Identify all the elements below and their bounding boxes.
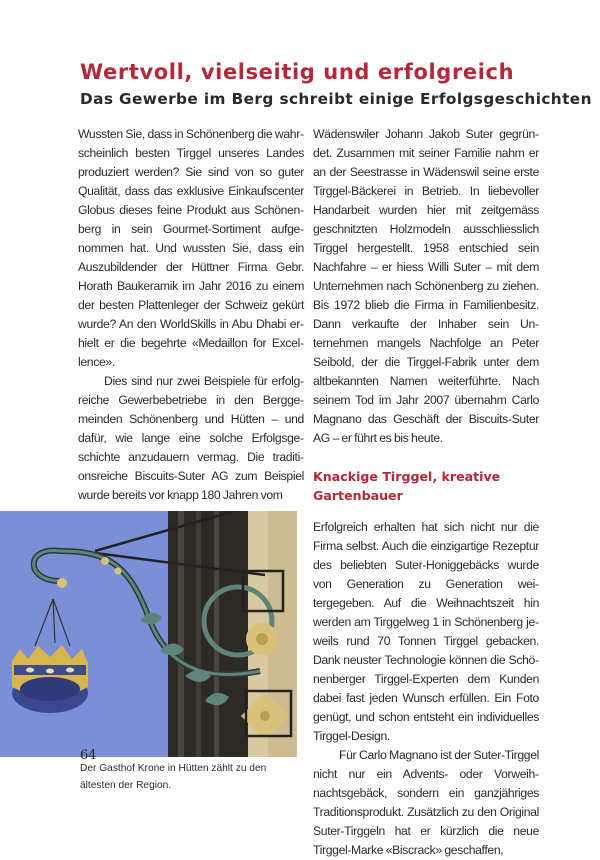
door-panel: [178, 511, 184, 757]
gold-leaf: [115, 568, 122, 575]
section-subheading: Knackige Tirggel, kreative Gartenbauer: [313, 469, 501, 503]
crown-jewel: [66, 668, 74, 673]
gold-flower: [57, 578, 67, 588]
paragraph: Wussten Sie, dass in Schönenberg die wahrscheinlich besten Tirggel unseres Landes produziert werden? Sie sind von so guter Qualität, dass das exklusive Einkaufscenter Globus dieses feine Produkt aus Schönenberg in sein Gourmet-Sortiment aufgenommen hat. Und wussten Sie, dass ein Auszubildender der Hüttner Firma Gebr. Horath Baukeramik im Jahr 2016 zu einem der besten Plattenleger der Schweiz gekürt wurde? An den WorldSkills in Abu Dhabi erhielt er die begehrte «Medaillon for Excellence».: [78, 127, 304, 369]
text-column-right: [313, 125, 539, 860]
paragraph: Erfolgreich erhalten hat sich nicht nur die Firma selbst. Auch die einzigartige Rezeptur des beliebten Suter-Honiggebäcks wurde von Generation zu Generation weitergegeben. Auf die Weihnachtszeit hin werden am Tirggelweg 1 in Schönenberg jeweils rund 70 Tonnen Tirggel gebacken. Dank neuster Technologie können die Schönenberger Tirggel-Experten dem Kunden dabei fast jeden Wunsch erfüllen. Ein Foto genügt, und schon entsteht ein individuelles Tirggel-Design.: [313, 520, 539, 743]
crown-jewel: [26, 668, 34, 673]
text-column-left: [78, 125, 304, 505]
article-title: Wertvoll, vielseitig und erfolgreich: [80, 60, 515, 84]
article-subtitle: Das Gewerbe im Berg schreibt einige Erfolgsgeschichten: [80, 90, 592, 108]
paragraph: Dies sind nur zwei Beispiele für erfolgreiche Gewerbebetriebe in den Berggemeinden Schönenberg und Hütten – und dafür, wie lange eine solche Erfolgsgeschichte anzudauern vermag. Die traditionsreiche Biscuits-Suter AG zum Beispiel wurde bereits vor knapp 180 Jahren vom: [78, 374, 304, 502]
page-number: 64: [80, 748, 97, 763]
rosette-center: [256, 633, 268, 645]
door-panel: [214, 511, 219, 757]
door-panel: [196, 511, 201, 757]
crown-interior: [20, 677, 80, 701]
rosette-center: [260, 711, 270, 721]
photo-gasthof-krone-sign: [0, 511, 297, 757]
crown-jewel: [46, 669, 54, 674]
photo-caption: Der Gasthof Krone in Hütten zählt zu den ältesten der Region.: [80, 763, 267, 791]
gold-leaf: [101, 557, 109, 565]
crown-sign-illustration: [0, 511, 297, 757]
paragraph: Wädenswiler Johann Jakob Suter gegründet. Zusammen mit seiner Familie nahm er an der Seestrasse in Wädenswil seine erste Tirggel-Bäckerei in Betrieb. In liebevoller Handarbeit wurden hier mit zeitgemäss geschnitzten Holzmodeln ausschliesslich Tirggel hergestellt. 1958 entschied sein Nachfahre – er hiess Willi Suter – mit dem Unternehmen nach Schönenberg zu ziehen. Bis 1972 blieb die Firma in Familienbesitz. Dann verkaufte der Inhaber sein Unternehmen mangels Nachfolge an Peter Seibold, der die Tirggel-Fabrik unter dem altbekannten Namen weiterführte. Nach seinem Tod im Jahr 2007 übernahm Carlo Magnano das Geschäft der Biscuits-Suter AG – er führt es bis heute.: [313, 127, 539, 445]
paragraph: Für Carlo Magnano ist der Suter-Tirggel nicht nur ein Advents- oder Vorweihnachtsgebäck, sondern ein ganzjähriges Traditionsprodukt. Zusätzlich zu den Original Suter-Tirggeln hat er kürzlich die neue Tirggel-Marke «Biscrack» geschaffen,: [313, 748, 539, 857]
